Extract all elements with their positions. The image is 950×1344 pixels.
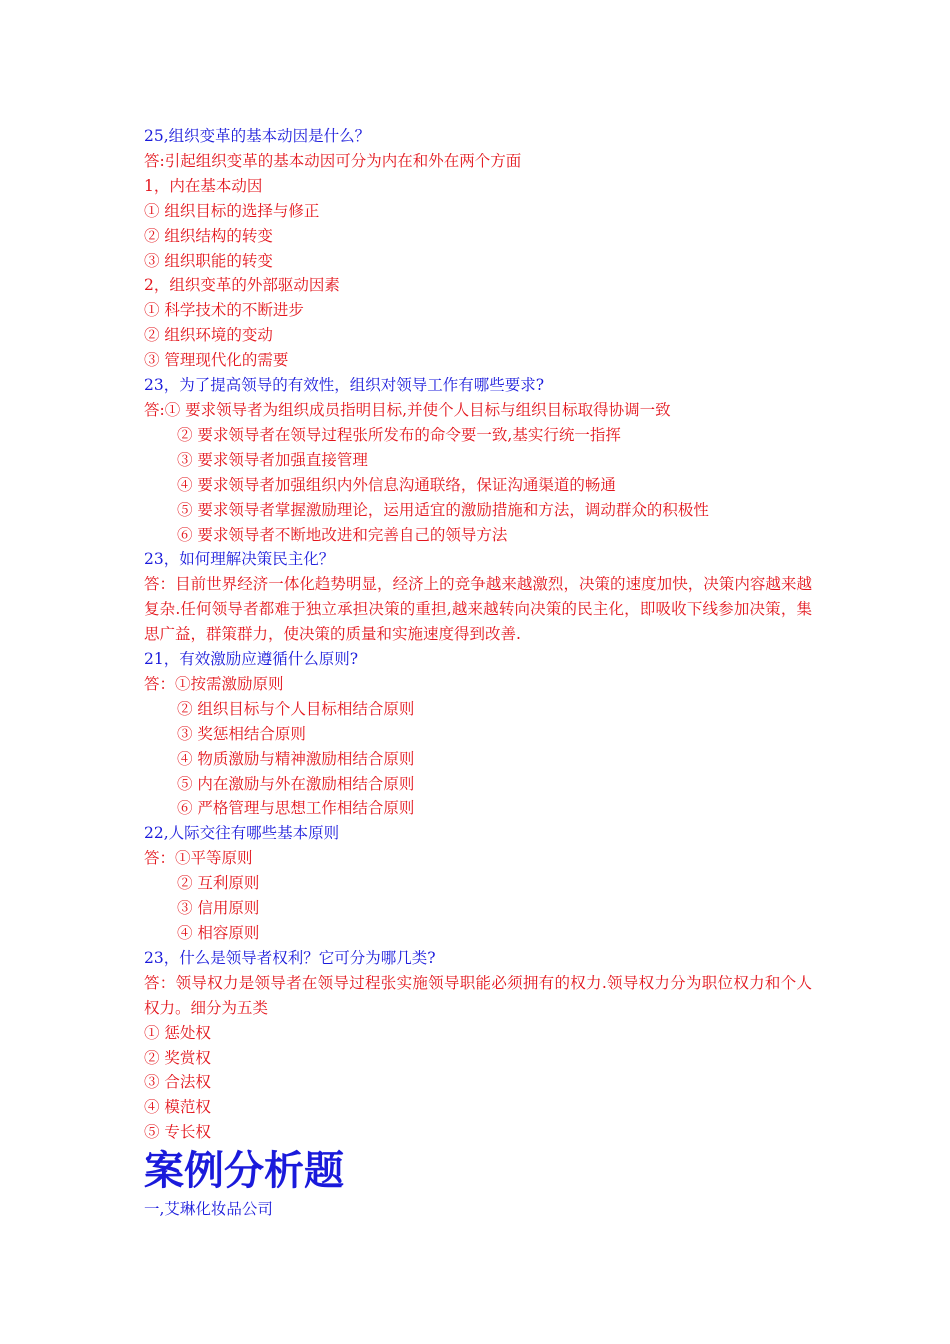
question-23-power: 23，什么是领导者权利？它可分为哪几类? [144,948,436,967]
answer-22 [144,846,812,871]
answer-text: 引起组织变革的基本动因可分为内在和外在两个方面 [164,151,522,170]
list-item: ⑤ 内在激励与外在激励相结合原则 [177,774,415,793]
list-item: ①平等原则 [175,849,253,868]
list-item: ⑤ 专长权 [144,1123,211,1142]
answer-prefix: 答： [144,973,176,992]
list-item: ① 要求领导者为组织成员指明目标,并使个人目标与组织目标取得协调一致 [164,400,671,419]
list-item: ② 互利原则 [177,874,260,893]
answer-23-power [144,971,812,1021]
list-item: ② 组织结构的转变 [144,226,273,245]
question-21: 21，有效激励应遵循什么原则? [144,650,359,669]
list-item: ② 组织环境的变动 [144,326,273,345]
section-subtitle: 一,艾琳化妆品公司 [144,1200,273,1219]
list-item: ① 惩处权 [144,1023,211,1042]
list-item: ①按需激励原则 [175,674,284,693]
list-item: ③ 奖惩相结合原则 [177,724,306,743]
list-item: ③ 要求领导者加强直接管理 [177,450,368,469]
list-item: ① 组织目标的选择与修正 [144,201,320,220]
answer-text: 目前世界经济一体化趋势明显，经济上的竞争越来越激烈，决策的速度加快，决策内容越来越复杂.任何领导者都难于独立承担决策的重担,越来越转向决策的民主化，即吸收下线参加决策，集思广益，群策群力，使决策的质量和实施速度得到改善. [144,575,812,644]
answer-prefix: 答： [144,674,176,693]
answer-25 [144,149,812,174]
list-item: ⑤ 要求领导者掌握激励理论，运用适宜的激励措施和方法，调动群众的积极性 [177,500,709,519]
list-item: ④ 物质激励与精神激励相结合原则 [177,749,415,768]
list-item: ① 科学技术的不断进步 [144,301,304,320]
document-page [144,124,812,1222]
list-item: ② 要求领导者在领导过程张所发布的命令要一致,基实行统一指挥 [177,425,621,444]
list-item: ④ 模范权 [144,1098,211,1117]
list-item: ② 奖赏权 [144,1048,211,1067]
answer-23-leadership [144,398,812,423]
list-item: ⑥ 要求领导者不断地改进和完善自己的领导方法 [177,525,508,544]
answer-23-decision [144,572,812,647]
answer-text: 领导权力是领导者在领导过程张实施领导职能必须拥有的权力.领导权力分为职位权力和个人权力。细分为五类 [144,973,812,1017]
list-item: ⑥ 严格管理与思想工作相结合原则 [177,799,415,818]
list-item: ② 组织目标与个人目标相结合原则 [177,699,415,718]
list-item: ③ 合法权 [144,1073,211,1092]
list-item: 2，组织变革的外部驱动因素 [144,276,340,295]
section-title: 案例分析题 [144,1148,344,1195]
answer-prefix: 答: [144,400,165,419]
list-item: 1，内在基本动因 [144,176,263,195]
list-item: ④ 要求领导者加强组织内外信息沟通联络，保证沟通渠道的畅通 [177,475,616,494]
answer-prefix: 答： [144,575,176,594]
question-23-decision: 23，如何理解决策民主化？ [144,550,335,569]
list-item: ③ 管理现代化的需要 [144,351,289,370]
answer-21 [144,672,812,697]
answer-prefix: 答： [144,849,176,868]
answer-prefix: 答: [144,151,165,170]
question-23-leadership: 23，为了提高领导的有效性，组织对领导工作有哪些要求? [144,376,545,395]
question-25: 25,组织变革的基本动因是什么？ [144,127,371,145]
list-item: ③ 组织职能的转变 [144,251,273,270]
list-item: ③ 信用原则 [177,899,260,918]
question-22: 22,人际交往有哪些基本原则 [144,824,340,843]
list-item: ④ 相容原则 [177,924,260,942]
